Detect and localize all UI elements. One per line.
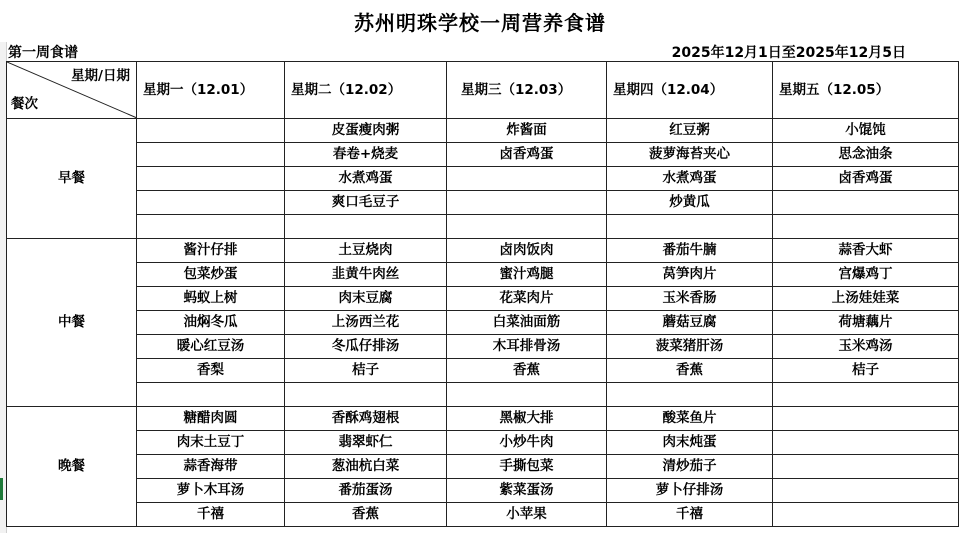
- dish-cell[interactable]: 香蕉: [447, 359, 607, 383]
- dish-cell[interactable]: 小馄饨: [773, 119, 959, 143]
- dish-cell[interactable]: 翡翠虾仁: [285, 431, 447, 455]
- dish-cell[interactable]: 萝卜木耳汤: [137, 479, 285, 503]
- dish-cell[interactable]: 红豆粥: [607, 119, 773, 143]
- table-row: [7, 383, 959, 407]
- dish-cell[interactable]: 思念油条: [773, 143, 959, 167]
- dish-cell[interactable]: 桔子: [285, 359, 447, 383]
- dish-cell[interactable]: [773, 503, 959, 527]
- table-row: [7, 191, 959, 215]
- dish-cell[interactable]: 上汤西兰花: [285, 311, 447, 335]
- dish-cell[interactable]: 玉米鸡汤: [773, 335, 959, 359]
- dish-cell[interactable]: [607, 383, 773, 407]
- dish-cell[interactable]: 春卷+烧麦: [285, 143, 447, 167]
- header-row: [7, 62, 959, 119]
- dish-cell[interactable]: [447, 215, 607, 239]
- table-row: [7, 335, 959, 359]
- page-title: 苏州明珠学校一周营养食谱: [354, 10, 606, 35]
- dish-cell[interactable]: [447, 191, 607, 215]
- dish-cell[interactable]: 肉末炖蛋: [607, 431, 773, 455]
- dish-cell[interactable]: 酱汁仔排: [137, 239, 285, 263]
- dish-cell[interactable]: 肉末豆腐: [285, 287, 447, 311]
- dish-cell[interactable]: 包菜炒蛋: [137, 263, 285, 287]
- dish-cell[interactable]: 蒜香海带: [137, 455, 285, 479]
- dish-cell[interactable]: [773, 191, 959, 215]
- dish-cell[interactable]: 手撕包菜: [447, 455, 607, 479]
- menu-body: [7, 62, 959, 527]
- dish-cell[interactable]: 炒黄瓜: [607, 191, 773, 215]
- dish-cell[interactable]: 水煮鸡蛋: [607, 167, 773, 191]
- dish-cell[interactable]: 韭黄牛肉丝: [285, 263, 447, 287]
- dish-cell[interactable]: 皮蛋瘦肉粥: [285, 119, 447, 143]
- meal-label: 早餐: [7, 119, 137, 239]
- meal-label: 中餐: [7, 239, 137, 407]
- dish-cell[interactable]: 蚂蚁上树: [137, 287, 285, 311]
- dish-cell[interactable]: 葱油杭白菜: [285, 455, 447, 479]
- dish-cell[interactable]: 花菜肉片: [447, 287, 607, 311]
- dish-cell[interactable]: 黑椒大排: [447, 407, 607, 431]
- table-row: [7, 263, 959, 287]
- corner-day-label: 星期/日期: [71, 68, 130, 84]
- week-label: 第一周食谱: [8, 45, 78, 61]
- dish-cell[interactable]: 油焖冬瓜: [137, 311, 285, 335]
- dish-cell[interactable]: [447, 167, 607, 191]
- day-header: 星期三（12.03）: [447, 62, 607, 119]
- dish-cell[interactable]: 紫菜蛋汤: [447, 479, 607, 503]
- corner-meal-label: 餐次: [11, 96, 38, 112]
- table-row: [7, 239, 959, 263]
- dish-cell[interactable]: [137, 215, 285, 239]
- table-row: [7, 215, 959, 239]
- table-row: [7, 455, 959, 479]
- table-row: [7, 431, 959, 455]
- dish-cell[interactable]: 卤肉饭肉: [447, 239, 607, 263]
- dish-cell[interactable]: 爽口毛豆子: [285, 191, 447, 215]
- dish-cell[interactable]: 莴笋肉片: [607, 263, 773, 287]
- subheader: [6, 41, 954, 61]
- dish-cell[interactable]: 酸菜鱼片: [607, 407, 773, 431]
- dish-cell[interactable]: 番茄蛋汤: [285, 479, 447, 503]
- dish-cell[interactable]: 白菜油面筋: [447, 311, 607, 335]
- dish-cell[interactable]: [137, 383, 285, 407]
- dish-cell[interactable]: 桔子: [773, 359, 959, 383]
- dish-cell[interactable]: 宫爆鸡丁: [773, 263, 959, 287]
- table-row: [7, 359, 959, 383]
- dish-cell[interactable]: [773, 215, 959, 239]
- menu-table: [6, 61, 959, 527]
- dish-cell[interactable]: [447, 383, 607, 407]
- date-range: 2025年12月1日至2025年12月5日: [671, 45, 906, 61]
- dish-cell[interactable]: 小炒牛肉: [447, 431, 607, 455]
- dish-cell[interactable]: 蘑菇豆腐: [607, 311, 773, 335]
- day-header: 星期二（12.02）: [285, 62, 447, 119]
- dish-cell[interactable]: 土豆烧肉: [285, 239, 447, 263]
- corner-cell: [7, 62, 137, 119]
- dish-cell[interactable]: [137, 119, 285, 143]
- table-row: [7, 311, 959, 335]
- dish-cell[interactable]: 菠菜猪肝汤: [607, 335, 773, 359]
- dish-cell[interactable]: [285, 215, 447, 239]
- dish-cell[interactable]: 上汤娃娃菜: [773, 287, 959, 311]
- selection-marker: [0, 478, 3, 500]
- day-header: 星期一（12.01）: [137, 62, 285, 119]
- table-row: [7, 287, 959, 311]
- dish-cell[interactable]: [773, 383, 959, 407]
- table-row: [7, 479, 959, 503]
- dish-cell[interactable]: 卤香鸡蛋: [773, 167, 959, 191]
- dish-cell[interactable]: 木耳排骨汤: [447, 335, 607, 359]
- dish-cell[interactable]: [773, 431, 959, 455]
- table-row: [7, 167, 959, 191]
- table-row: [7, 143, 959, 167]
- meal-label: 晚餐: [7, 407, 137, 527]
- dish-cell[interactable]: 荷塘藕片: [773, 311, 959, 335]
- day-header: 星期四（12.04）: [607, 62, 773, 119]
- dish-cell[interactable]: 千禧: [137, 503, 285, 527]
- dish-cell[interactable]: [773, 407, 959, 431]
- dish-cell[interactable]: [607, 215, 773, 239]
- table-row: [7, 503, 959, 527]
- dish-cell[interactable]: 番茄牛腩: [607, 239, 773, 263]
- dish-cell[interactable]: [137, 191, 285, 215]
- dish-cell[interactable]: 香蕉: [607, 359, 773, 383]
- dish-cell[interactable]: 炸酱面: [447, 119, 607, 143]
- dish-cell[interactable]: 菠萝海苔夹心: [607, 143, 773, 167]
- dish-cell[interactable]: [137, 167, 285, 191]
- dish-cell[interactable]: [773, 455, 959, 479]
- dish-cell[interactable]: 肉末土豆丁: [137, 431, 285, 455]
- table-row: [7, 407, 959, 431]
- dish-cell[interactable]: 小苹果: [447, 503, 607, 527]
- dish-cell[interactable]: 玉米香肠: [607, 287, 773, 311]
- dish-cell[interactable]: [773, 479, 959, 503]
- dish-cell[interactable]: 卤香鸡蛋: [447, 143, 607, 167]
- dish-cell[interactable]: 香梨: [137, 359, 285, 383]
- dish-cell[interactable]: 千禧: [607, 503, 773, 527]
- dish-cell[interactable]: [285, 383, 447, 407]
- dish-cell[interactable]: [137, 143, 285, 167]
- dish-cell[interactable]: 暖心红豆汤: [137, 335, 285, 359]
- dish-cell[interactable]: 清炒茄子: [607, 455, 773, 479]
- dish-cell[interactable]: 蒜香大虾: [773, 239, 959, 263]
- dish-cell[interactable]: 香蕉: [285, 503, 447, 527]
- dish-cell[interactable]: 蜜汁鸡腿: [447, 263, 607, 287]
- dish-cell[interactable]: 冬瓜仔排汤: [285, 335, 447, 359]
- table-row: [7, 119, 959, 143]
- dish-cell[interactable]: 糖醋肉圆: [137, 407, 285, 431]
- dish-cell[interactable]: 水煮鸡蛋: [285, 167, 447, 191]
- day-header: 星期五（12.05）: [773, 62, 959, 119]
- dish-cell[interactable]: 萝卜仔排汤: [607, 479, 773, 503]
- dish-cell[interactable]: 香酥鸡翅根: [285, 407, 447, 431]
